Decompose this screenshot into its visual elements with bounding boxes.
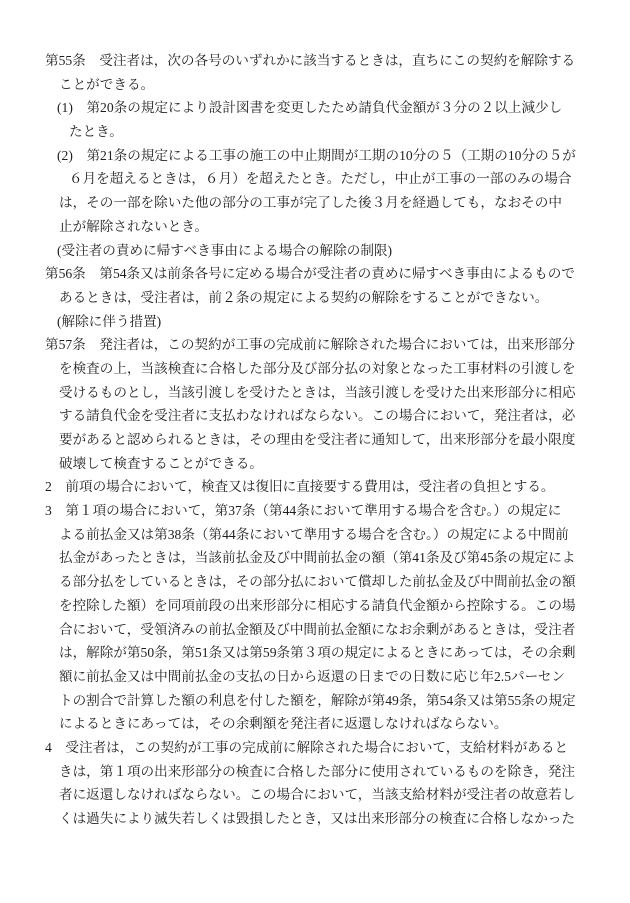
text-line: 第56条 第54条又は前条各号に定める場合が受注者の責めに帰すべき事由によるもので <box>45 266 575 282</box>
text-line: 要があると認められるときは，その理由を受注者に通知して，出来形部分を最小限度 <box>59 432 576 447</box>
text-line: (1) 第20条の規定により設計図書を変更したため請負代金額が３分の２以上減少し <box>57 100 563 116</box>
text-line: 者に返還しなければならない。この場合において，当該支給材料が受注者の故意若し <box>59 787 576 803</box>
text-line: ことができる。 <box>59 76 155 92</box>
text-line: 破壊して検査することができる。 <box>59 455 263 471</box>
text-line: 第57条 発注者は，この契約が工事の完成前に解除された場合においては，出来形部分 <box>45 337 576 353</box>
text-line: 3 第１項の場合において，第37条（第44条において準用する場合を含む。）の規定に <box>45 503 562 519</box>
text-line: を検査の上，当該検査に合格した部分及び部分払の対象となった工事材料の引渡しを <box>59 360 576 376</box>
text-line: 2 前項の場合において，検査又は復旧に直接要する費用は，受注者の負担とする。 <box>45 479 555 495</box>
text-line: よる前払金又は第38条（第44条において準用する場合を含む。）の規定による中間前 <box>59 526 569 542</box>
text-line: (2) 第21条の規定による工事の施工の中止期間が工期の10分の５（工期の10分の５が <box>57 147 576 163</box>
text-line: 額に前払金又は中間前払金の支払の日から返還の日までの日数に応じ年2.5パーセン <box>59 668 566 684</box>
document-text-block <box>45 49 588 831</box>
text-line: 受けるものとし，当該引渡しを受けたときは，当該引渡しを受けた出来形部分に相応 <box>59 384 576 400</box>
text-line: は，解除が第50条，第51条又は第59条第３項の規定によるときにあっては，その余剰 <box>59 645 576 661</box>
text-line: ６月を超えるときは，６月）を超えたとき。ただし，中止が工事の一部のみの場合 <box>69 171 572 187</box>
text-line: (解除に伴う措置) <box>57 313 162 329</box>
text-line: あるときは，受注者は，前２条の規定による契約の解除をすることができない。 <box>59 289 549 305</box>
text-line: たとき。 <box>69 124 123 140</box>
text-line: 合において，受領済みの前払金額及び中間前払金額になお余剰があるときは，受注者 <box>59 621 576 637</box>
text-line: る部分払をしているときは，その部分払において償却した前払金及び中間前払金の額 <box>59 574 576 590</box>
text-line: くは過失により滅失若しくは毀損したとき，又は出来形部分の検査に合格しなかった <box>59 811 576 826</box>
text-line: (受注者の責めに帰すべき事由による場合の解除の制限) <box>57 242 393 258</box>
text-line: は，その一部を除いた他の部分の工事が完了した後３月を経過しても，なおその中 <box>59 195 562 211</box>
text-line: する請負代金を受注者に支払わなければならない。この場合において，発注者は，必 <box>59 408 576 424</box>
text-line: きは，第１項の出来形部分の検査に合格した部分に使用されているものを除き，発注 <box>59 763 576 779</box>
text-line: 払金があったときは，当該前払金及び中間前払金の額（第41条及び第45条の規定によ <box>59 550 576 566</box>
text-line: トの割合で計算した額の利息を付した額を，解除が第49条，第54条又は第55条の規定 <box>59 692 576 708</box>
text-line: によるときにあっては，その余剰額を発注者に返還しなければならない。 <box>59 716 508 732</box>
text-line: 4 受注者は，この契約が工事の完成前に解除された場合において，支給材料があると <box>45 739 569 755</box>
text-line: を控除した額）を同項前段の出来形部分に相応する請負代金額から控除する。この場 <box>59 597 576 613</box>
text-line: 第55条 受注者は，次の各号のいずれかに該当するときは，直ちにこの契約を解除する <box>45 53 576 68</box>
text-line: 止が解除されないとき。 <box>59 218 208 234</box>
